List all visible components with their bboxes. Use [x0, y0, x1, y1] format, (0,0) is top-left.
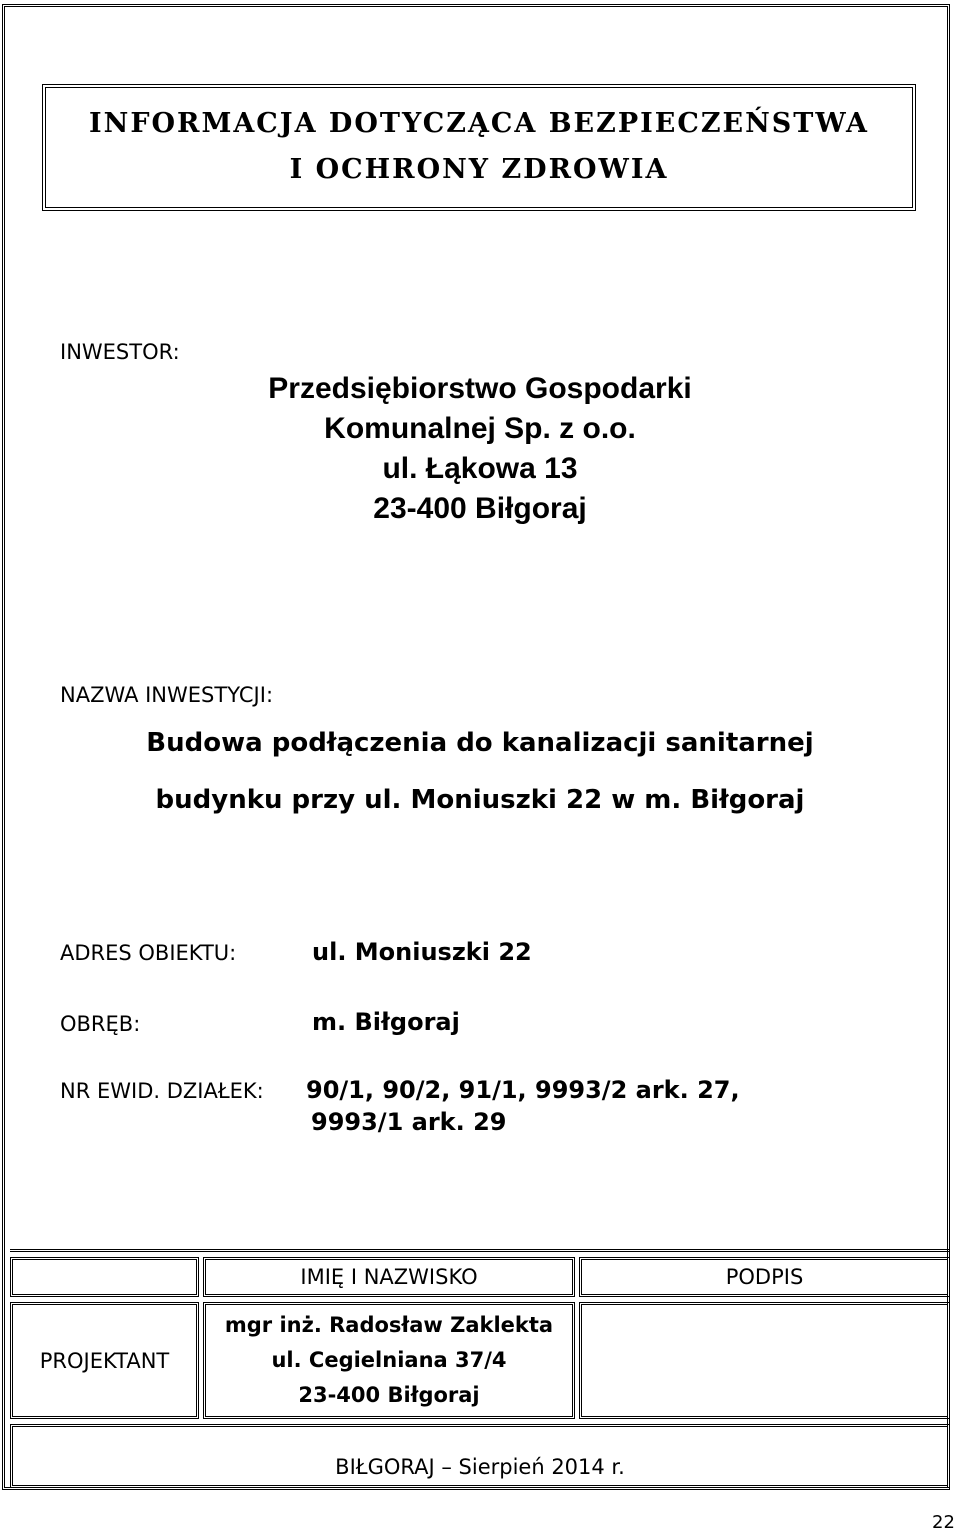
page-number: 22 — [932, 1512, 955, 1533]
signature-cell — [579, 1302, 950, 1419]
designer-name: mgr inż. Radosław Zaklekta — [224, 1313, 554, 1337]
investment-label: NAZWA INWESTYCJI: — [60, 683, 274, 707]
title-line-1: INFORMACJA DOTYCZĄCA BEZPIECZEŃSTWA — [89, 108, 869, 139]
parcels-value-line-1: 90/1, 90/2, 91/1, 9993/2 ark. 27, — [306, 1076, 740, 1104]
precinct-label: OBRĘB: — [60, 1012, 141, 1036]
investor-line-4: 23-400 Biłgoraj — [373, 492, 587, 525]
investor-label: INWESTOR: — [60, 340, 180, 364]
investor-line-1: Przedsiębiorstwo Gospodarki — [268, 372, 692, 405]
object-address-label: ADRES OBIEKTU: — [60, 941, 237, 965]
object-address-value: ul. Moniuszki 22 — [312, 938, 532, 966]
place-date: BIŁGORAJ – Sierpień 2014 r. — [10, 1424, 950, 1488]
parcels-label: NR EWID. DZIAŁEK: — [60, 1079, 264, 1103]
table-header-name: IMIĘ I NAZWISKO — [203, 1257, 575, 1297]
precinct-value: m. Biłgoraj — [312, 1008, 460, 1036]
table-top-rule — [10, 1249, 950, 1252]
parcels-value-line-2: 9993/1 ark. 29 — [311, 1108, 507, 1136]
investment-line-1: Budowa podłączenia do kanalizacji sanitarnej — [146, 728, 814, 758]
title-line-2: I OCHRONY ZDROWIA — [289, 154, 669, 185]
table-header-empty-cell — [10, 1257, 199, 1297]
investor-line-3: ul. Łąkowa 13 — [382, 452, 578, 485]
designer-street: ul. Cegielniana 37/4 — [271, 1348, 507, 1372]
designer-cell — [203, 1302, 575, 1419]
investor-line-2: Komunalnej Sp. z o.o. — [324, 412, 636, 445]
table-header-signature: PODPIS — [579, 1257, 950, 1297]
title-box — [42, 84, 916, 211]
investment-line-2: budynku przy ul. Moniuszki 22 w m. Biłgoraj — [155, 785, 805, 815]
role-cell: PROJEKTANT — [10, 1302, 199, 1419]
designer-city: 23-400 Biłgoraj — [298, 1383, 480, 1407]
